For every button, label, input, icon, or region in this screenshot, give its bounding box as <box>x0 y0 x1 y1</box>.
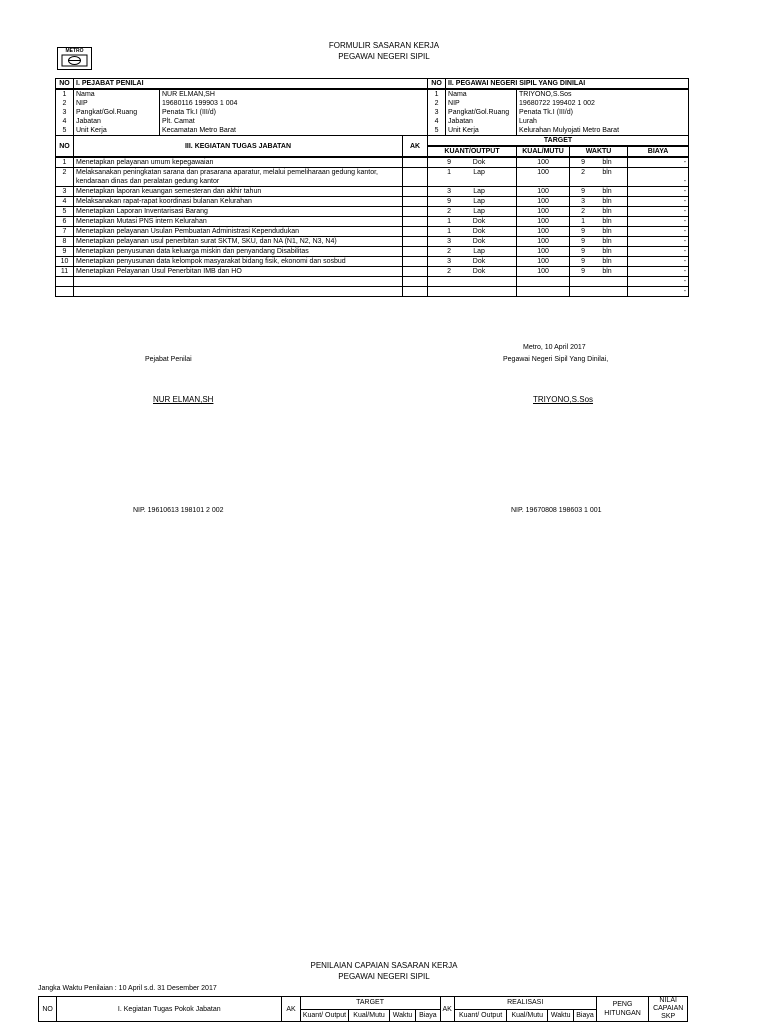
waktu-value: 9 <box>581 159 585 166</box>
identity-header-row <box>56 79 689 90</box>
kegiatan-header-row <box>56 136 689 147</box>
target-header: TARGET <box>300 997 440 1010</box>
pegawai-row-no: 1 <box>428 89 446 99</box>
penilaian-title <box>264 960 504 982</box>
realisasi-kuant-header: Kuant/ Output <box>454 1009 507 1022</box>
biaya-cell: - <box>628 257 689 267</box>
waktu-unit: bln <box>602 228 612 235</box>
kegiatan-row <box>56 257 689 267</box>
waktu-value: 2 <box>581 169 585 176</box>
waktu-value: 9 <box>581 188 585 195</box>
kegiatan-row <box>56 187 689 197</box>
pejabat-field-label: Nama <box>74 89 160 99</box>
place-date: Metro, 10 April 2017 <box>523 344 586 351</box>
kuant-unit: Dok <box>472 218 486 225</box>
kual-mutu-cell: 100 <box>517 157 570 168</box>
pegawai-field-label: Pangkat/Gol.Ruang <box>446 108 517 117</box>
kuant-value: 3 <box>447 258 451 265</box>
kegiatan-description <box>74 257 403 267</box>
kegiatan-text: Melaksanakan peningkatan sarana dan prasarana aparatur, melalui pemeliharaan gedung kantor, <box>76 169 378 176</box>
pejabat-row-no: 4 <box>56 117 74 126</box>
waktu-cell <box>570 267 628 277</box>
kegiatan-description <box>74 157 403 168</box>
kegiatan-row-no: 1 <box>56 157 74 168</box>
waktu-value: 9 <box>581 258 585 265</box>
kuant-value: 9 <box>447 198 451 205</box>
no-header: NO <box>39 997 57 1022</box>
pejabat-field-value: Kecamatan Metro Barat <box>160 126 428 136</box>
kegiatan-row <box>56 237 689 247</box>
no-header: NO <box>56 79 74 90</box>
kegiatan-text: Menetapkan penyusunan data kelompok masyarakat bidang fisik, ekonomi dan sosbud <box>76 258 346 265</box>
kegiatan-row <box>56 227 689 237</box>
kuant-unit: Dok <box>472 228 486 235</box>
kegiatan-description <box>74 227 403 237</box>
pejabat-field-value: NUR ELMAN,SH <box>160 89 428 99</box>
kual-mutu-cell: 100 <box>517 197 570 207</box>
waktu-value: 9 <box>581 268 585 275</box>
waktu-cell <box>570 157 628 168</box>
pegawai-field-value: TRIYONO,S.Sos <box>517 89 689 99</box>
kegiatan-row <box>56 247 689 257</box>
emblem-icon <box>58 54 91 68</box>
kegiatan-row-no: 10 <box>56 257 74 267</box>
waktu-unit: bln <box>602 268 612 275</box>
ak-cell <box>403 247 428 257</box>
ak-cell <box>403 197 428 207</box>
kegiatan-row-no: 5 <box>56 207 74 217</box>
pejabat-row-no: 1 <box>56 89 74 99</box>
waktu-header: WAKTU <box>570 146 628 157</box>
kegiatan-row-no: 9 <box>56 247 74 257</box>
kual-mutu-cell: 100 <box>517 207 570 217</box>
kual-mutu-cell: 100 <box>517 237 570 247</box>
realisasi-biaya-header: Biaya <box>574 1009 596 1022</box>
biaya-cell: - <box>628 277 689 287</box>
pegawai-field-value: Kelurahan Mulyojati Metro Barat <box>517 126 689 136</box>
biaya-cell: - <box>628 197 689 207</box>
kegiatan-text: Menetapkan pelayanan usul penerbitan surat SKTM, SKU, dan NA (N1, N2, N3, N4) <box>76 238 337 245</box>
waktu-cell <box>570 237 628 247</box>
assessment-period: Jangka Waktu Penilaian : 10 April s.d. 31 Desember 2017 <box>38 985 217 992</box>
skp-table <box>55 78 689 297</box>
kegiatan-row <box>56 197 689 207</box>
kuant-value: 2 <box>447 248 451 255</box>
waktu-unit: bln <box>602 258 612 265</box>
nilai-label: NILAI <box>659 997 677 1004</box>
kegiatan-text: Menetapkan pelayanan umum kepegawaian <box>76 159 214 166</box>
pegawai-field-label: NIP <box>446 99 517 108</box>
pegawai-field-value: Penata Tk.I (III/d) <box>517 108 689 117</box>
target-waktu-header: Waktu <box>389 1009 415 1022</box>
kegiatan-text: Menetapkan Mutasi PNS intern Kelurahan <box>76 218 207 225</box>
blank-cell <box>403 287 428 297</box>
identity-row <box>56 126 689 136</box>
realisasi-header: REALISASI <box>454 997 596 1010</box>
kuant-output-cell <box>428 207 517 217</box>
kegiatan-row-no: 6 <box>56 217 74 227</box>
blank-cell <box>570 277 628 287</box>
kegiatan-description <box>74 267 403 277</box>
kegiatan-row-no: 11 <box>56 267 74 277</box>
waktu-value: 1 <box>581 218 585 225</box>
kuant-value: 1 <box>447 169 451 176</box>
identity-row <box>56 99 689 108</box>
target-header: TARGET <box>428 136 689 147</box>
pejabat-row-no: 2 <box>56 99 74 108</box>
penilaian-title-line1: PENILAIAN CAPAIAN SASARAN KERJA <box>310 961 458 970</box>
peng-label: PENG <box>612 1001 633 1008</box>
pejabat-field-value: 19680116 199903 1 004 <box>160 99 428 108</box>
waktu-cell <box>570 168 628 187</box>
kegiatan-row <box>56 267 689 277</box>
waktu-cell <box>570 217 628 227</box>
kuant-unit: Lap <box>473 198 485 205</box>
no-header: NO <box>56 136 74 158</box>
nilai-capaian-header <box>649 997 688 1022</box>
kual-mutu-cell: 100 <box>517 217 570 227</box>
blank-cell <box>428 287 517 297</box>
right-signer-nip: NIP. 19670808 198603 1 001 <box>511 507 602 514</box>
logo-text: METRO <box>65 48 84 54</box>
identity-row <box>56 108 689 117</box>
pegawai-field-value: 19680722 199402 1 002 <box>517 99 689 108</box>
blank-cell <box>428 277 517 287</box>
realisasi-kual-header: Kual/Mutu <box>507 1009 548 1022</box>
ak-header: AK <box>282 997 300 1022</box>
kegiatan-row-no: 4 <box>56 197 74 207</box>
pegawai-row-no: 3 <box>428 108 446 117</box>
left-signer-role: Pejabat Penilai <box>145 356 192 363</box>
pejabat-field-label: Jabatan <box>74 117 160 126</box>
target-kuant-header: Kuant/ Output <box>300 1009 349 1022</box>
kegiatan-text-cont: kendaraan dinas dan peralatan gedung kantor <box>76 178 220 185</box>
waktu-unit: bln <box>602 169 612 176</box>
kegiatan-row-no: 3 <box>56 187 74 197</box>
kuant-value: 3 <box>447 238 451 245</box>
kegiatan-row-no: 7 <box>56 227 74 237</box>
kuant-output-cell <box>428 197 517 207</box>
ak-cell <box>403 267 428 277</box>
pejabat-field-value: Plt. Camat <box>160 117 428 126</box>
kual-mutu-header: KUAL/MUTU <box>517 146 570 157</box>
kegiatan-blank-row <box>56 287 689 297</box>
target-biaya-header: Biaya <box>416 1009 440 1022</box>
pejabat-section-header: I. PEJABAT PENILAI <box>74 79 428 90</box>
ak-cell <box>403 227 428 237</box>
kuant-unit: Dok <box>472 159 486 166</box>
identity-row <box>56 117 689 126</box>
waktu-unit: bln <box>602 248 612 255</box>
kuant-output-cell <box>428 217 517 227</box>
kual-mutu-cell: 100 <box>517 168 570 187</box>
kegiatan-text: Menetapkan laporan keuangan semesteran dan akhir tahun <box>76 188 262 195</box>
biaya-cell: - <box>628 287 689 297</box>
realisasi-waktu-header: Waktu <box>548 1009 574 1022</box>
kegiatan-text: Menetapkan Laporan Inventarisasi Barang <box>76 208 208 215</box>
waktu-unit: bln <box>602 159 612 166</box>
kegiatan-row-no: 2 <box>56 168 74 187</box>
penghitungan-header <box>596 997 649 1022</box>
kuant-output-header: KUANT/OUTPUT <box>428 146 517 157</box>
ak-cell <box>403 168 428 187</box>
ak-cell <box>403 157 428 168</box>
kuant-unit: Lap <box>473 248 485 255</box>
kegiatan-blank-row <box>56 277 689 287</box>
waktu-cell <box>570 257 628 267</box>
pejabat-field-label: Pangkat/Gol.Ruang <box>74 108 160 117</box>
biaya-cell: - <box>628 227 689 237</box>
kegiatan-description <box>74 237 403 247</box>
waktu-value: 9 <box>581 248 585 255</box>
pegawai-field-label: Nama <box>446 89 517 99</box>
blank-cell <box>56 287 74 297</box>
pegawai-field-label: Unit Kerja <box>446 126 517 136</box>
ak-cell <box>403 237 428 247</box>
form-title-line2: PEGAWAI NEGERI SIPIL <box>338 52 430 61</box>
kegiatan-row <box>56 207 689 217</box>
pejabat-field-label: NIP <box>74 99 160 108</box>
biaya-header: BIAYA <box>628 146 689 157</box>
kual-mutu-cell: 100 <box>517 227 570 237</box>
waktu-value: 3 <box>581 198 585 205</box>
metro-city-logo <box>57 47 92 70</box>
left-signer-name: NUR ELMAN,SH <box>153 395 214 404</box>
kuant-value: 1 <box>447 228 451 235</box>
ak-header: AK <box>403 136 428 158</box>
kegiatan-title: III. KEGIATAN TUGAS JABATAN <box>74 136 403 158</box>
right-signer-name: TRIYONO,S.Sos <box>533 395 594 404</box>
kegiatan-description <box>74 197 403 207</box>
pejabat-field-value: Penata Tk.I (III/d) <box>160 108 428 117</box>
blank-cell <box>403 277 428 287</box>
kuant-unit: Lap <box>473 188 485 195</box>
kuant-unit: Lap <box>473 169 485 176</box>
waktu-unit: bln <box>602 198 612 205</box>
form-title-line1: FORMULIR SASARAN KERJA <box>328 41 440 50</box>
kuant-output-cell <box>428 267 517 277</box>
pejabat-field-label: Unit Kerja <box>74 126 160 136</box>
blank-cell <box>517 287 570 297</box>
target-kual-header: Kual/Mutu <box>349 1009 390 1022</box>
kual-mutu-cell: 100 <box>517 267 570 277</box>
kuant-unit: Dok <box>472 238 486 245</box>
waktu-value: 9 <box>581 228 585 235</box>
pejabat-row-no: 3 <box>56 108 74 117</box>
kegiatan-description <box>74 217 403 227</box>
kuant-output-cell <box>428 187 517 197</box>
kegiatan-header: I. Kegiatan Tugas Pokok Jabatan <box>57 997 282 1022</box>
penilaian-header-row <box>39 997 688 1010</box>
pegawai-field-value: Lurah <box>517 117 689 126</box>
kuant-value: 2 <box>447 208 451 215</box>
blank-cell <box>74 287 403 297</box>
penilaian-title-line2: PEGAWAI NEGERI SIPIL <box>338 972 430 981</box>
kuant-output-cell <box>428 168 517 187</box>
penilaian-table <box>38 996 688 1022</box>
pegawai-row-no: 5 <box>428 126 446 136</box>
blank-cell <box>517 277 570 287</box>
pegawai-field-label: Jabatan <box>446 117 517 126</box>
kuant-value: 2 <box>447 268 451 275</box>
blank-cell <box>570 287 628 297</box>
kegiatan-row <box>56 217 689 227</box>
kegiatan-description <box>74 247 403 257</box>
biaya-cell: - <box>628 237 689 247</box>
waktu-cell <box>570 247 628 257</box>
kuant-value: 1 <box>447 218 451 225</box>
kuant-output-cell <box>428 247 517 257</box>
kegiatan-text: Menetapkan Pelayanan Usul Penerbitan IMB dan HO <box>76 268 242 275</box>
capaian-label: CAPAIAN <box>653 1005 684 1012</box>
kegiatan-description <box>74 168 403 187</box>
right-signer-role: Pegawai Negeri Sipil Yang Dinilai, <box>503 356 609 363</box>
kuant-output-cell <box>428 227 517 237</box>
blank-cell <box>74 277 403 287</box>
kuant-value: 3 <box>447 188 451 195</box>
kuant-unit: Lap <box>473 208 485 215</box>
biaya-cell: - <box>628 207 689 217</box>
biaya-cell: - <box>628 247 689 257</box>
form-title <box>284 40 484 62</box>
waktu-cell <box>570 187 628 197</box>
waktu-cell <box>570 197 628 207</box>
waktu-cell <box>570 207 628 217</box>
ak-cell <box>403 207 428 217</box>
kegiatan-text: Menetapkan pelayanan Usulan Pembuatan Administrasi Kependudukan <box>76 228 299 235</box>
no-header: NO <box>428 79 446 90</box>
waktu-unit: bln <box>602 208 612 215</box>
kegiatan-description <box>74 207 403 217</box>
waktu-unit: bln <box>602 188 612 195</box>
ak-cell <box>403 217 428 227</box>
kuant-output-cell <box>428 237 517 247</box>
kuant-output-cell <box>428 157 517 168</box>
identity-row <box>56 89 689 99</box>
kegiatan-text: Melaksanakan rapat-rapat koordinasi bulanan Kelurahan <box>76 198 252 205</box>
waktu-unit: bln <box>602 218 612 225</box>
kual-mutu-cell: 100 <box>517 187 570 197</box>
skp-label: SKP <box>661 1013 676 1020</box>
biaya-cell: - <box>628 168 689 187</box>
pegawai-row-no: 4 <box>428 117 446 126</box>
waktu-cell <box>570 227 628 237</box>
kuant-value: 9 <box>447 159 451 166</box>
ak-cell <box>403 187 428 197</box>
waktu-value: 9 <box>581 238 585 245</box>
pegawai-section-header: II. PEGAWAI NEGERI SIPIL YANG DINILAI <box>446 79 689 90</box>
kuant-unit: Dok <box>472 258 486 265</box>
pejabat-row-no: 5 <box>56 126 74 136</box>
kegiatan-row-no: 8 <box>56 237 74 247</box>
kegiatan-description <box>74 187 403 197</box>
kual-mutu-cell: 100 <box>517 247 570 257</box>
kuant-output-cell <box>428 257 517 267</box>
waktu-unit: bln <box>602 238 612 245</box>
kual-mutu-cell: 100 <box>517 257 570 267</box>
biaya-cell: - <box>628 187 689 197</box>
biaya-cell: - <box>628 157 689 168</box>
left-signer-nip: NIP. 19610613 198101 2 002 <box>133 507 224 514</box>
biaya-cell: - <box>628 217 689 227</box>
blank-cell <box>56 277 74 287</box>
pegawai-row-no: 2 <box>428 99 446 108</box>
kegiatan-row <box>56 168 689 187</box>
ak-header: AK <box>440 997 454 1022</box>
ak-cell <box>403 257 428 267</box>
kegiatan-text: Menetapkan penyusunan data keluarga miskin dan penyandang Disabilitas <box>76 248 309 255</box>
hitungan-label: HITUNGAN <box>604 1010 641 1017</box>
waktu-value: 2 <box>581 208 585 215</box>
kuant-unit: Dok <box>472 268 486 275</box>
kegiatan-row <box>56 157 689 168</box>
biaya-cell: - <box>628 267 689 277</box>
